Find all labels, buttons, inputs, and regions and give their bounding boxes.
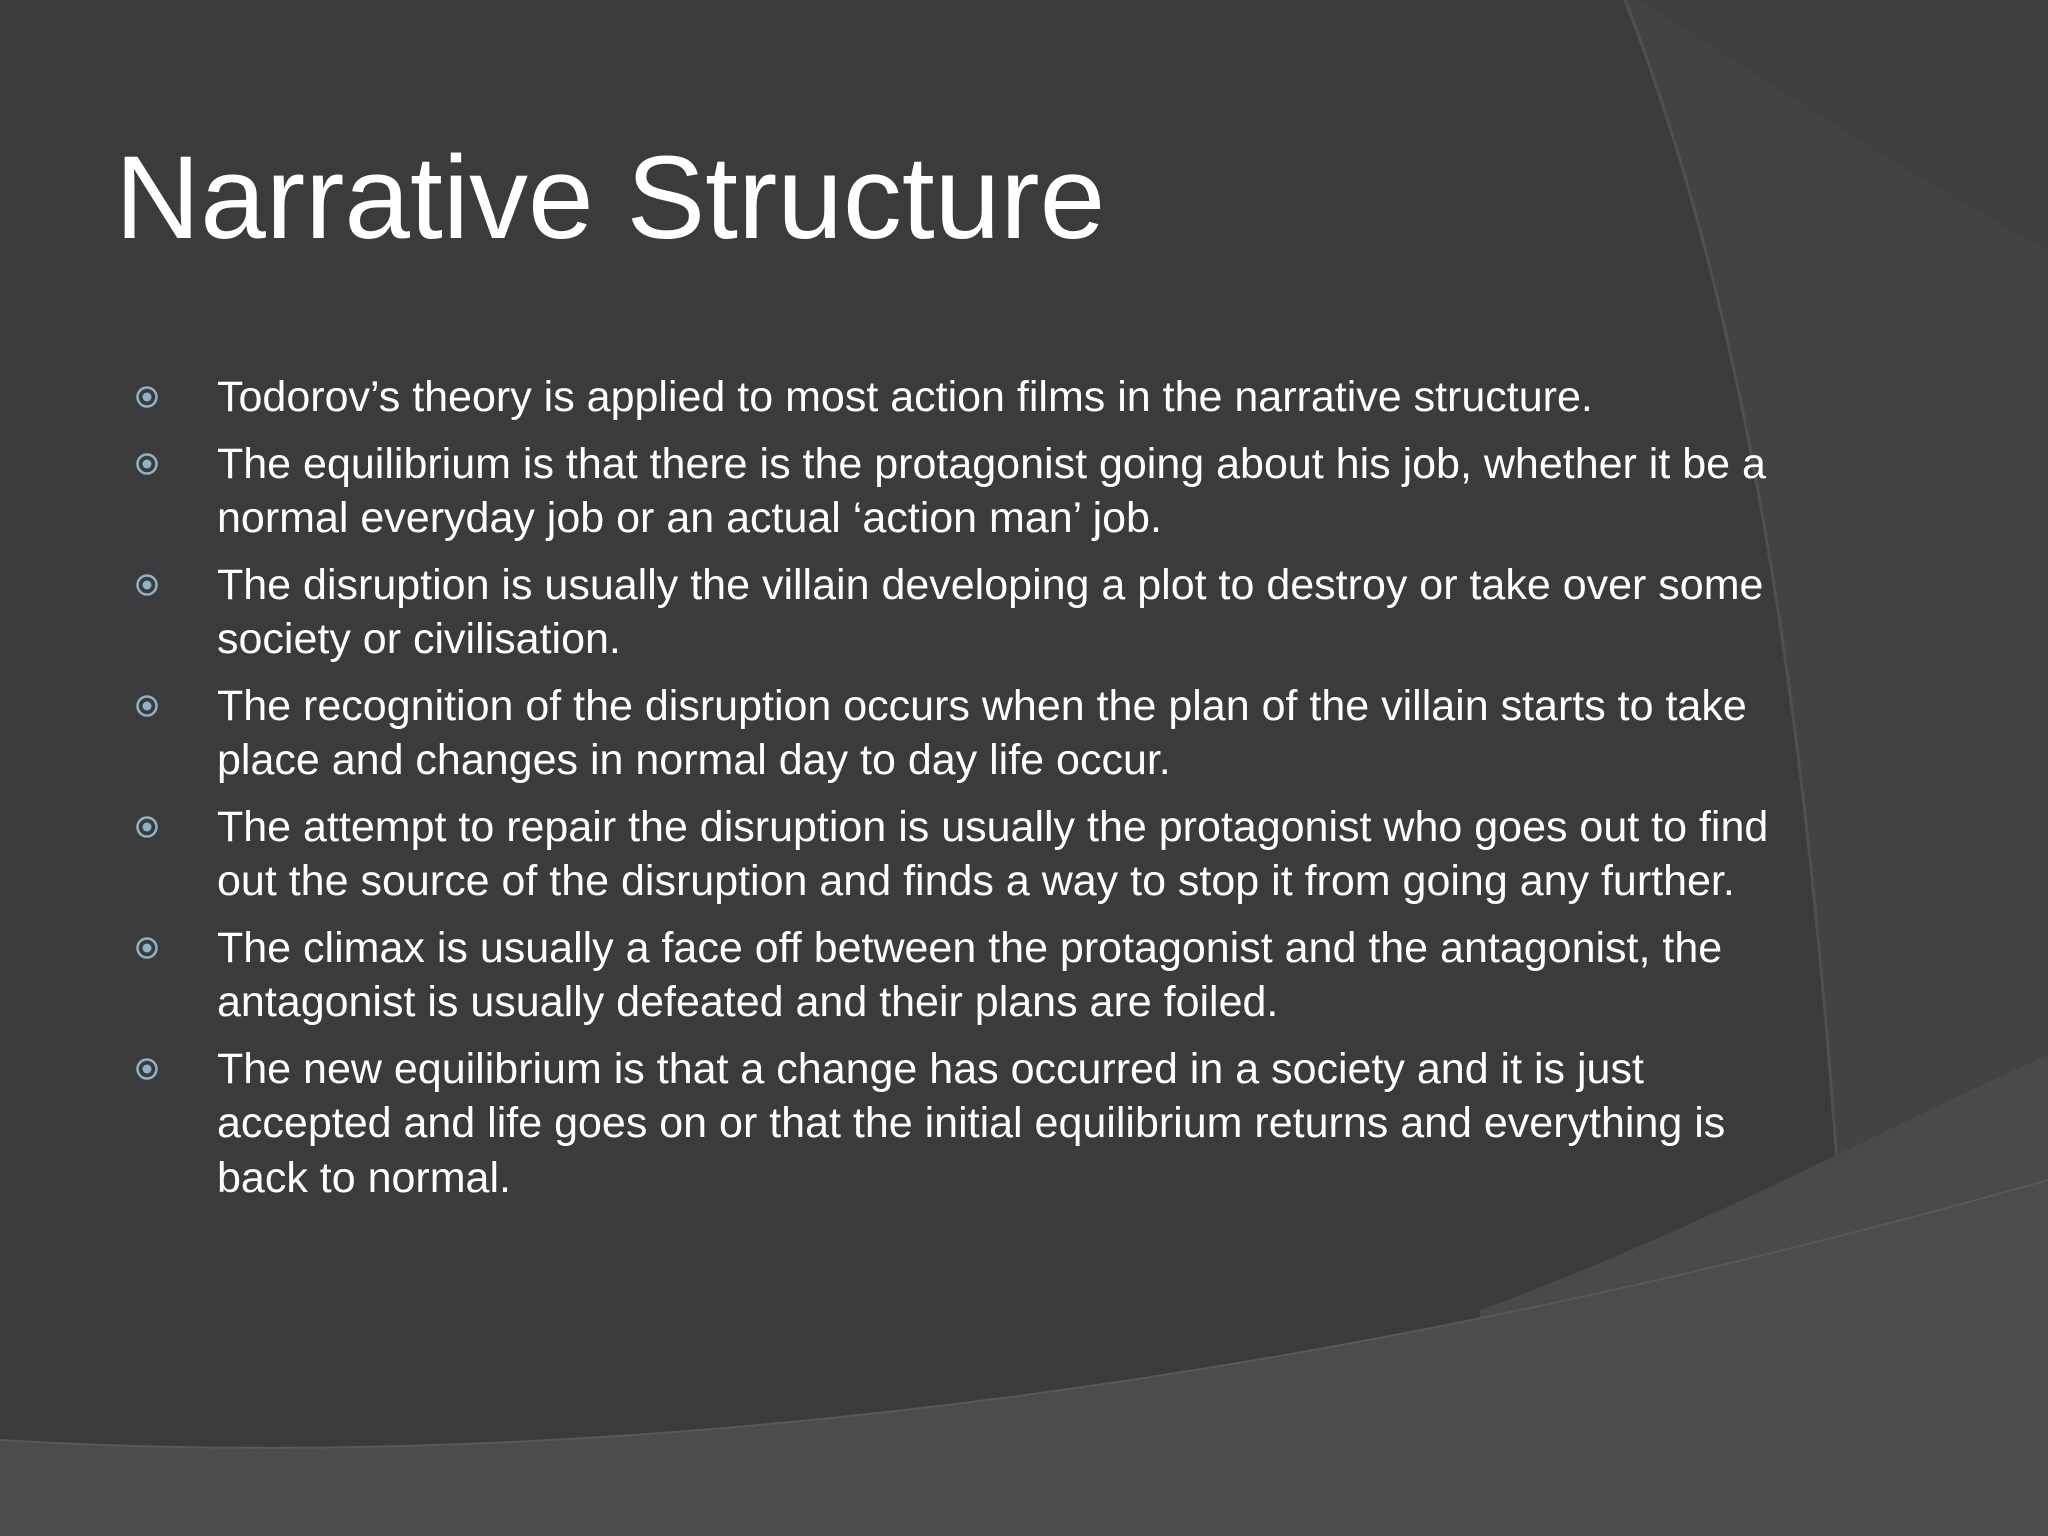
bullet-text: Todorov’s theory is applied to most action films in the narrative structure. <box>217 373 1593 421</box>
circle-dot-icon <box>135 694 159 718</box>
bullet-text: The equilibrium is that there is the protagonist going about his job, whether it be a normal everyday job or an actual ‘action man’ job. <box>217 439 1766 542</box>
bullet-text: The climax is usually a face off between the protagonist and the antagonist, the antagonist is usually defeated and their plans are foiled. <box>217 923 1723 1026</box>
circle-dot-icon <box>135 385 159 409</box>
bullet-text: The attempt to repair the disruption is usually the protagonist who goes out to find out the source of the disruption and finds a way to stop it from going any further. <box>217 802 1769 905</box>
bullet-text: The new equilibrium is that a change has occurred in a society and it is just accepted and life goes on or that the initial equilibrium returns and everything is back to normal. <box>217 1044 1726 1202</box>
bullet-item <box>0 558 1780 667</box>
circle-dot-icon <box>135 1057 159 1081</box>
bullet-item <box>0 437 1780 546</box>
bullet-text: The disruption is usually the villain developing a plot to destroy or take over some society or civilisation. <box>217 560 1764 663</box>
bullet-item <box>0 679 1780 788</box>
bullet-item <box>0 800 1780 909</box>
bullet-text: The recognition of the disruption occurs when the plan of the villain starts to take place and changes in normal day to day life occur. <box>217 681 1747 784</box>
bullet-list <box>0 370 1780 1217</box>
circle-dot-icon <box>135 573 159 597</box>
bullet-item <box>0 1042 1780 1206</box>
bullet-item <box>0 921 1780 1030</box>
bullet-item <box>0 370 1780 425</box>
circle-dot-icon <box>135 452 159 476</box>
circle-dot-icon <box>135 815 159 839</box>
slide-title: Narrative Structure <box>115 132 1106 264</box>
circle-dot-icon <box>135 936 159 960</box>
